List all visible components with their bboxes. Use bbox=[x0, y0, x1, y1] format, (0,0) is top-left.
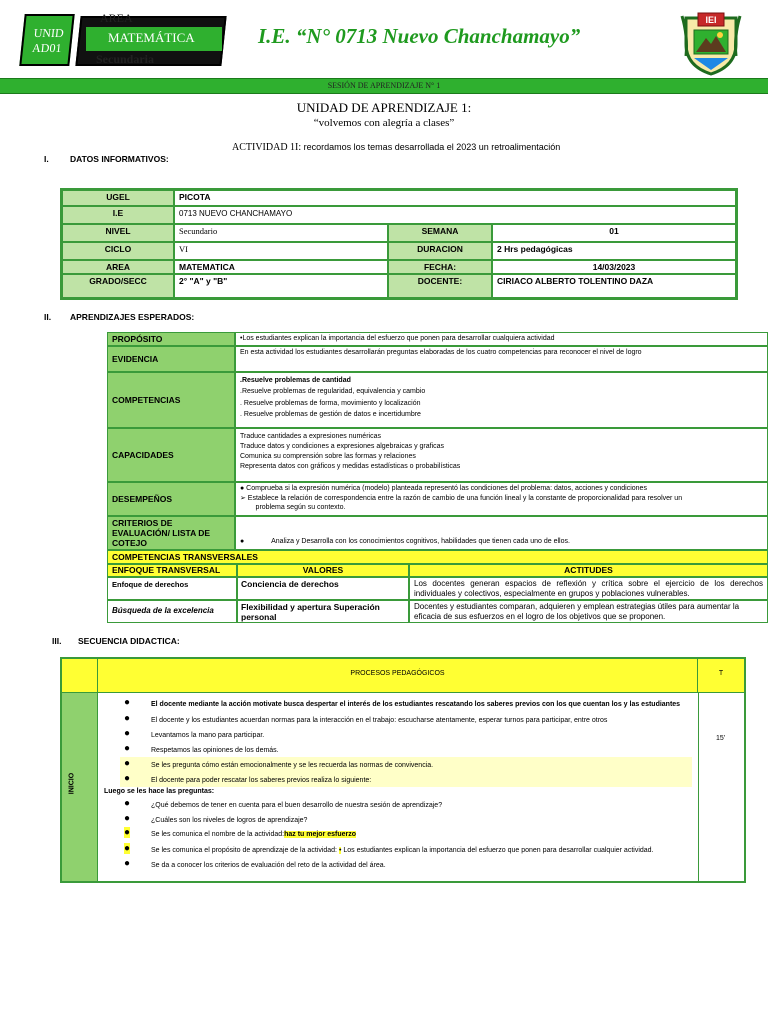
competencia-item: . Resuelve problemas de forma, movimiento y localización bbox=[240, 399, 421, 407]
semana-value: 01 bbox=[492, 224, 736, 242]
datos-table bbox=[60, 188, 738, 300]
bullet-icon: ● bbox=[124, 758, 131, 769]
time-header: T bbox=[698, 659, 744, 693]
desempeno-item: problema según su contexto. bbox=[240, 504, 346, 511]
bullet-icon: ● bbox=[124, 728, 131, 739]
competencia-item: . Resuelve problemas de gestión de datos e incertidumbre bbox=[240, 411, 421, 418]
bullet-icon: ● bbox=[124, 798, 131, 809]
seq-item-text: Se les comunica el propósito de aprendizaje de la actividad: bbox=[151, 847, 338, 854]
actitudes-cell: Los docentes generan espacios de reflexión y crítica sobre el ejercicio de los derechos individuales y colectivos, especialmente en grupos y poblaciones vulnerables. bbox=[409, 577, 768, 600]
bullet-icon: ● bbox=[124, 713, 131, 724]
valores-cell: Flexibilidad y apertura Superación personal bbox=[237, 600, 409, 623]
time-value: 15' bbox=[716, 735, 726, 742]
section-3-number: III. bbox=[52, 636, 62, 646]
nivel-value: Secundario bbox=[174, 224, 388, 242]
fecha-value: 14/03/2023 bbox=[492, 260, 736, 274]
proposito-label: PROPÓSITO bbox=[107, 332, 235, 346]
activity-text: recordamos los temas desarrollada el 2023 un retroalimentación bbox=[301, 142, 561, 152]
docente-label: DOCENTE: bbox=[388, 274, 492, 298]
time-divider bbox=[698, 693, 699, 881]
seq-item-text: Los estudiantes explican la importancia del esfuerzo que ponen para desarrollar cualquier actividad. bbox=[343, 847, 654, 854]
activity-line bbox=[232, 142, 560, 153]
section-1-title: DATOS INFORMATIVOS: bbox=[70, 154, 169, 164]
desempenos-label: DESEMPEÑOS bbox=[107, 482, 235, 516]
seq-item: El docente mediante la acción motivate busca despertar el interés de los estudiantes rescatando los saberes previos con los que cuentan los y las estudiantes bbox=[151, 701, 681, 708]
transversales-title: COMPETENCIAS TRANSVERSALES bbox=[107, 550, 768, 564]
unit-title: UNIDAD DE APRENDIZAJE 1: bbox=[296, 100, 472, 115]
grado-value: 2° "A" y "B" bbox=[174, 274, 388, 298]
unit-badge-text: UNID AD01 bbox=[31, 26, 65, 55]
inicio-phase-cell bbox=[62, 693, 98, 881]
criterios-label: CRITERIOS DE EVALUACIÓN/ LISTA DE COTEJO bbox=[107, 516, 235, 550]
ciclo-value: VI bbox=[174, 242, 388, 260]
evidencia-value: En esta actividad los estudiantes desarrollarán preguntas elaboradas de los cuatro competencias para reconocer el nivel de logro bbox=[235, 346, 768, 372]
seq-item: Levantamos la mano para participar. bbox=[151, 732, 265, 739]
bullet-icon: ● bbox=[124, 827, 131, 838]
seq-item-text: Se les comunica el nombre de la actividad: bbox=[151, 831, 285, 838]
valores-header: VALORES bbox=[237, 564, 409, 577]
competencia-item: .Resuelve problemas de cantidad bbox=[240, 377, 351, 384]
ie-value: 0713 NUEVO CHANCHAMAYO bbox=[174, 206, 736, 224]
activity-name-highlight: haz tu mejor esfuerzo bbox=[284, 831, 357, 838]
duracion-label: DURACION bbox=[388, 242, 492, 260]
bullet-icon: ● bbox=[124, 697, 131, 708]
level-label: Secundaria bbox=[96, 52, 155, 66]
seq-item: Se les pregunta cómo están emocionalmente y se les recuerda las normas de convivencia. bbox=[151, 762, 434, 769]
seq-item bbox=[151, 830, 356, 839]
ciclo-label: CICLO bbox=[62, 242, 174, 260]
enfoque-cell: Búsqueda de la excelencia bbox=[107, 600, 237, 623]
desempeno-item: ➢ Establece la relación de correspondencia entre la razón de cambio de una función lineal y la constante de proporcionalidad para resolver un bbox=[240, 494, 683, 502]
criterios-list bbox=[235, 516, 768, 550]
valores-cell: Conciencia de derechos bbox=[237, 577, 409, 600]
proposito-value: •Los estudiantes explican la importancia del esfuerzo que ponen para desarrollar cualquiera actividad bbox=[235, 332, 768, 346]
seq-item: ¿Cuáles son los niveles de logros de aprendizaje? bbox=[151, 817, 308, 824]
corner-cell bbox=[62, 659, 98, 693]
section-3-heading bbox=[52, 636, 180, 646]
seq-item: El docente y los estudiantes acuerdan normas para la interacción en el trabajo: escucharse atentamente, esperar turnos para participar, entre otros bbox=[151, 717, 608, 724]
actitudes-header: ACTITUDES bbox=[409, 564, 768, 577]
competencias-label: COMPETENCIAS bbox=[107, 372, 235, 428]
docente-value: CIRIACO ALBERTO TOLENTINO DAZA bbox=[492, 274, 736, 298]
area-label: AREA bbox=[100, 11, 133, 25]
desempenos-list bbox=[235, 482, 768, 516]
competencia-item: .Resuelve problemas de regularidad, equivalencia y cambio bbox=[240, 388, 426, 395]
section-2-title: APRENDIZAJES ESPERADOS: bbox=[70, 312, 195, 322]
area-value-cell: MATEMATICA bbox=[174, 260, 388, 274]
evidencia-label: EVIDENCIA bbox=[107, 346, 235, 372]
section-2-number: II. bbox=[44, 312, 52, 322]
actitudes-cell: Docentes y estudiantes comparan, adquieren y emplean estrategias útiles para aumentar la eficacia de sus esfuerzos en el logro de los objetivos que se proponen. bbox=[409, 600, 768, 623]
competencias-list bbox=[235, 372, 768, 428]
criterio-item: ● Analiza y Desarrolla con los conocimientos cognitivos, habilidades que tienen cada uno de ellos. bbox=[240, 538, 570, 545]
nivel-label: NIVEL bbox=[62, 224, 174, 242]
section-1-number: I. bbox=[44, 154, 49, 164]
small-bullet-icon: • bbox=[338, 847, 342, 854]
seq-item: ¿Qué debemos de tener en cuenta para el buen desarrollo de nuestra sesión de aprendizaje? bbox=[151, 802, 443, 809]
school-title: I.E. “N° 0713 Nuevo Chanchamayo” bbox=[258, 24, 581, 48]
activity-label: ACTIVIDAD 1I: bbox=[232, 142, 302, 153]
semana-label: SEMANA bbox=[388, 224, 492, 242]
bullet-icon: ● bbox=[124, 813, 131, 824]
seq-subheading: Luego se les hace las preguntas: bbox=[104, 788, 215, 795]
capacidad-item: Representa datos con gráficos y medidas estadísticas o probabilísticas bbox=[240, 463, 461, 470]
bullet-icon: ● bbox=[124, 773, 131, 784]
ugel-label: UGEL bbox=[62, 190, 174, 206]
section-3-title: SECUENCIA DIDACTICA: bbox=[78, 636, 180, 646]
seq-item: Respetamos las opiniones de los demás. bbox=[151, 747, 279, 754]
area-value: MATEMÁTICA bbox=[86, 27, 222, 51]
unit-badge bbox=[19, 14, 74, 66]
bullet-icon: ● bbox=[124, 843, 131, 854]
section-2-heading bbox=[44, 312, 194, 322]
section-1-heading bbox=[44, 154, 169, 164]
capacidades-label: CAPACIDADES bbox=[107, 428, 235, 482]
fecha-label: FECHA: bbox=[388, 260, 492, 274]
ie-label: I.E bbox=[62, 206, 174, 224]
grado-label: GRADO/SECC bbox=[62, 274, 174, 298]
bullet-icon: ● bbox=[124, 743, 131, 754]
procesos-header: PROCESOS PEDAGÓGICOS bbox=[98, 659, 698, 693]
seq-item bbox=[151, 846, 654, 855]
duracion-value: 2 Hrs pedagógicas bbox=[492, 242, 736, 260]
seq-item: Se da a conocer los criterios de evaluación del reto de la actividad del área. bbox=[151, 862, 386, 869]
session-bar: SESIÓN DE APRENDIZAJE N° 1 bbox=[0, 78, 768, 94]
capacidades-list bbox=[235, 428, 768, 482]
desempeno-item: ● Comprueba si la expresión numérica (modelo) planteada representó las condiciones del problema: datos, acciones y condiciones bbox=[240, 485, 647, 492]
capacidad-item: Traduce datos y condiciones a expresiones algebraicas y graficas bbox=[240, 443, 445, 450]
school-crest-icon bbox=[680, 10, 742, 76]
enfoque-cell: Enfoque de derechos bbox=[107, 577, 237, 600]
capacidad-item: Comunica su comprensión sobre las formas y relaciones bbox=[240, 453, 416, 460]
seq-item: El docente para poder rescatar los saberes previos realiza lo siguiente: bbox=[151, 777, 372, 784]
area-label-cell: AREA bbox=[62, 260, 174, 274]
inicio-label: INICIO bbox=[68, 772, 76, 795]
unit-subtitle: “volvemos con alegría a clases” bbox=[313, 117, 455, 129]
ugel-value: PICOTA bbox=[174, 190, 736, 206]
bullet-icon: ● bbox=[124, 858, 131, 869]
crest-text: IEI bbox=[705, 15, 717, 25]
enfoque-header: ENFOQUE TRANSVERSAL bbox=[107, 564, 237, 577]
capacidad-item: Traduce cantidades a expresiones numéricas bbox=[240, 433, 381, 440]
